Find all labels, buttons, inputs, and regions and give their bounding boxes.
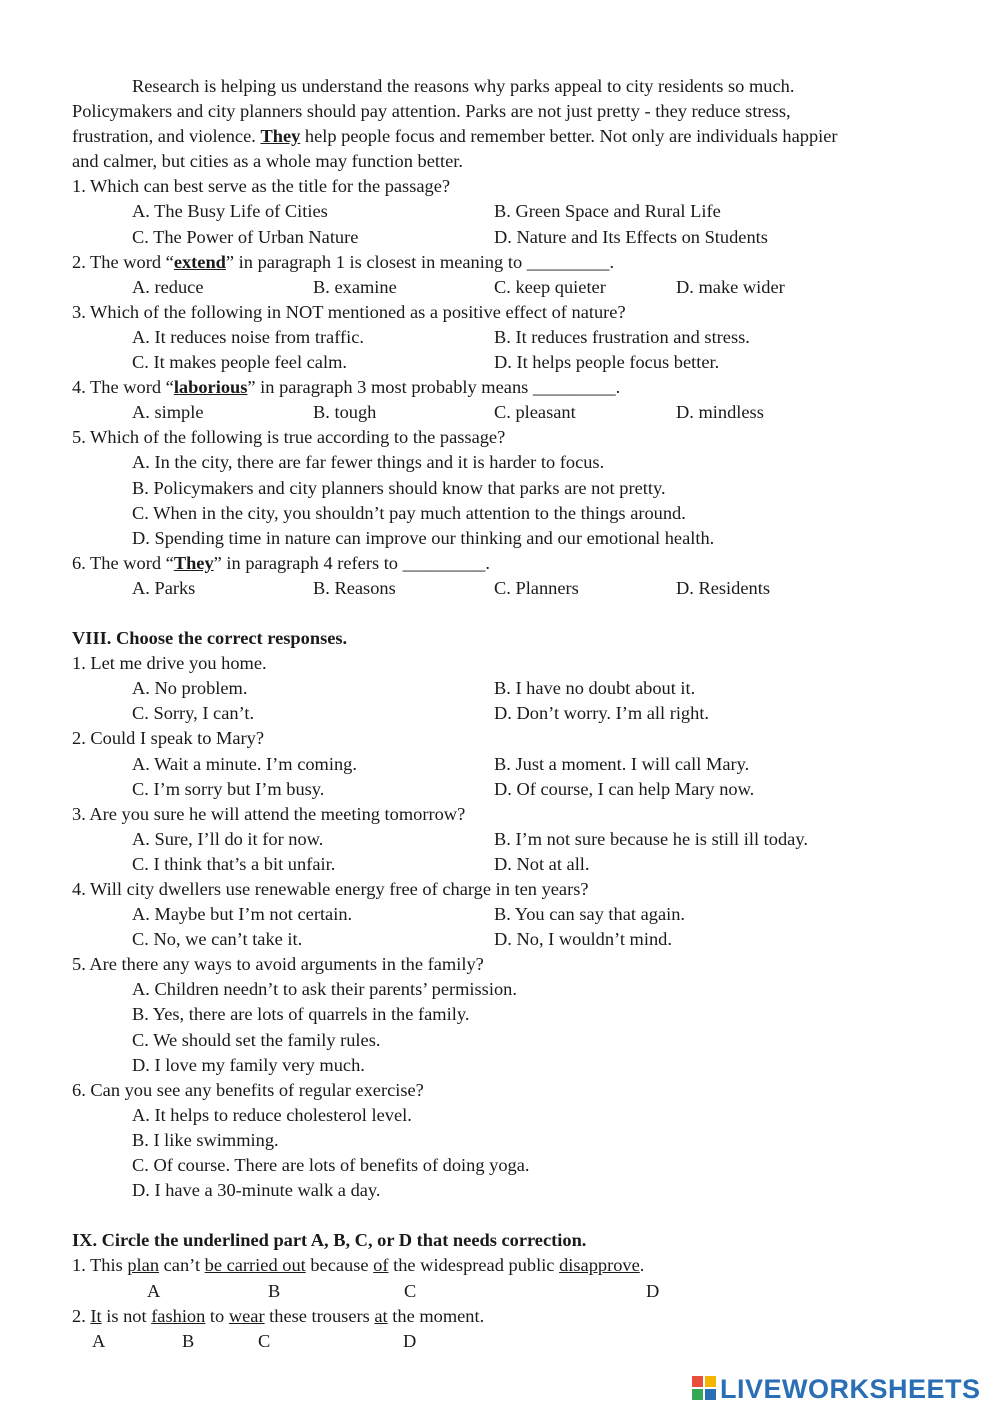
section-heading: VIII. Choose the correct responses. [72, 628, 348, 649]
option-a[interactable]: A. In the city, there are far fewer things and it is harder to focus. [132, 452, 605, 473]
option-c[interactable]: C. We should set the family rules. [132, 1029, 381, 1050]
option-b[interactable]: B. tough [313, 402, 377, 423]
error-sentence: 2. It is not fashion to wear these trousers at the moment. [72, 1305, 485, 1326]
passage-line: and calmer, but cities as a whole may function better. [72, 151, 463, 172]
option-d[interactable]: D. Residents [676, 577, 770, 598]
letter-d: D [646, 1280, 660, 1301]
letter-a: A [92, 1330, 106, 1351]
option-c[interactable]: C. pleasant [494, 402, 576, 423]
option-c[interactable]: C. Planners [494, 577, 579, 598]
option-c[interactable]: C. The Power of Urban Nature [132, 226, 359, 247]
underlined-part-a[interactable]: plan [127, 1255, 160, 1276]
option-a[interactable]: A. simple [132, 402, 204, 423]
option-b[interactable]: B. Policymakers and city planners should know that parks are not pretty. [132, 477, 666, 498]
underlined-part-a[interactable]: It [90, 1305, 102, 1326]
option-d[interactable]: D. I have a 30-minute walk a day. [132, 1180, 381, 1201]
option-c[interactable]: C. I’m sorry but I’m busy. [132, 778, 325, 799]
letter-b: B [268, 1280, 281, 1301]
options-row [72, 350, 932, 375]
question-stem: 6. The word “They” in paragraph 4 refers to _________. [72, 552, 490, 573]
option-d[interactable]: D. Don’t worry. I’m all right. [494, 703, 710, 724]
letter-d: D [403, 1330, 417, 1351]
underlined-part-c[interactable]: of [373, 1255, 389, 1276]
option-b[interactable]: B. Just a moment. I will call Mary. [494, 753, 750, 774]
option-d[interactable]: D. mindless [676, 402, 764, 423]
option-a[interactable]: A. Maybe but I’m not certain. [132, 904, 353, 925]
question-stem: 5. Are there any ways to avoid arguments in the family? [72, 954, 484, 975]
option-c[interactable]: C. It makes people feel calm. [132, 352, 347, 373]
liveworksheets-logo-icon [692, 1376, 718, 1402]
option-a[interactable]: A. It reduces noise from traffic. [132, 326, 365, 347]
option-b[interactable]: B. I have no doubt about it. [494, 678, 696, 699]
logo-square [692, 1376, 703, 1387]
question-stem: 6. Can you see any benefits of regular exercise? [72, 1079, 424, 1100]
option-a[interactable]: A. Parks [132, 577, 196, 598]
option-d[interactable]: D. I love my family very much. [132, 1054, 365, 1075]
underlined-part-b[interactable]: fashion [151, 1305, 206, 1326]
question-stem: 1. Let me drive you home. [72, 653, 267, 674]
option-d[interactable]: D. Spending time in nature can improve our thinking and our emotional health. [132, 527, 715, 548]
options-row [72, 275, 932, 300]
logo-square [705, 1389, 716, 1400]
letter-c: C [258, 1330, 271, 1351]
option-c[interactable]: C. Sorry, I can’t. [132, 703, 255, 724]
question-stem: 5. Which of the following is true according to the passage? [72, 427, 506, 448]
option-b[interactable]: B. examine [313, 276, 397, 297]
options-row [72, 225, 932, 250]
options-row [72, 325, 932, 350]
passage-line: Research is helping us understand the reasons why parks appeal to city residents so much. [132, 76, 795, 96]
passage-line: Policymakers and city planners should pay attention. Parks are not just pretty - they reduce stress, [72, 101, 791, 122]
logo-square [705, 1376, 716, 1387]
question-stem: 2. Could I speak to Mary? [72, 728, 265, 749]
options-row [72, 400, 932, 425]
option-d[interactable]: D. Not at all. [494, 853, 590, 874]
answer-letters [72, 1329, 932, 1354]
letter-b: B [182, 1330, 195, 1351]
underlined-part-d[interactable]: at [374, 1305, 388, 1326]
letter-a: A [147, 1280, 161, 1301]
option-c[interactable]: C. No, we can’t take it. [132, 929, 303, 950]
option-a[interactable]: A. Sure, I’ll do it for now. [132, 828, 324, 849]
option-b[interactable]: B. I’m not sure because he is still ill today. [494, 828, 808, 849]
option-a[interactable]: A. It helps to reduce cholesterol level. [132, 1104, 412, 1125]
options-row [72, 777, 932, 802]
options-row [72, 199, 932, 224]
question-stem: 3. Are you sure he will attend the meeting tomorrow? [72, 803, 466, 824]
options-row [72, 676, 932, 701]
underlined-part-c[interactable]: wear [228, 1305, 265, 1326]
error-sentence: 1. This plan can’t be carried out because of the widespread public disapprove. [72, 1255, 645, 1276]
target-word: extend [173, 251, 226, 272]
letter-c: C [404, 1280, 417, 1301]
underlined-part-b[interactable]: be carried out [204, 1255, 306, 1276]
target-word: laborious [173, 377, 248, 398]
option-b[interactable]: B. I like swimming. [132, 1129, 279, 1150]
option-b[interactable]: B. Green Space and Rural Life [494, 201, 721, 222]
question-stem: 4. Will city dwellers use renewable energy free of charge in ten years? [72, 879, 589, 899]
option-a[interactable]: A. No problem. [132, 678, 248, 699]
options-row [72, 752, 932, 777]
logo-square [692, 1389, 703, 1400]
highlighted-word: They [260, 126, 301, 147]
options-row [72, 852, 932, 877]
option-d[interactable]: D. make wider [676, 276, 785, 297]
option-c[interactable]: C. I think that’s a bit unfair. [132, 853, 336, 874]
options-row [72, 927, 932, 952]
worksheet-page [72, 74, 932, 1354]
passage-line: frustration, and violence. They help people focus and remember better. Not only are individuals happier [72, 126, 838, 147]
question-stem: 2. The word “extend” in paragraph 1 is closest in meaning to _________. [72, 251, 615, 272]
question-stem: 3. Which of the following in NOT mentioned as a positive effect of nature? [72, 301, 626, 322]
liveworksheets-logo [692, 1374, 981, 1404]
question-stem: 4. The word “laborious” in paragraph 3 most probably means _________. [72, 377, 621, 398]
options-row [72, 576, 932, 601]
option-d[interactable]: D. Of course, I can help Mary now. [494, 778, 755, 799]
option-b[interactable]: B. It reduces frustration and stress. [494, 326, 750, 347]
option-d[interactable]: D. Nature and Its Effects on Students [494, 226, 768, 247]
options-row [72, 902, 932, 927]
option-c[interactable]: C. keep quieter [494, 276, 606, 297]
option-a[interactable]: A. Children needn’t to ask their parents’ permission. [132, 979, 517, 1000]
logo-text: LIVEWORKSHEETS [720, 1373, 981, 1404]
target-word: They [173, 552, 214, 573]
section-heading: IX. Circle the underlined part A, B, C, or D that needs correction. [72, 1230, 587, 1251]
options-row [72, 701, 932, 726]
option-c[interactable]: C. Of course. There are lots of benefits of doing yoga. [132, 1155, 530, 1176]
options-row [72, 827, 932, 852]
option-c[interactable]: C. When in the city, you shouldn’t pay much attention to the things around. [132, 502, 686, 523]
answer-letters [72, 1279, 932, 1304]
option-d[interactable]: D. No, I wouldn’t mind. [494, 929, 672, 950]
option-a[interactable]: A. The Busy Life of Cities [132, 201, 328, 222]
option-b[interactable]: B. You can say that again. [494, 904, 686, 925]
question-stem: 1. Which can best serve as the title for the passage? [72, 176, 451, 197]
underlined-part-d[interactable]: disapprove [559, 1255, 640, 1276]
option-d[interactable]: D. It helps people focus better. [494, 352, 720, 373]
option-a[interactable]: A. Wait a minute. I’m coming. [132, 753, 357, 774]
option-b[interactable]: B. Yes, there are lots of quarrels in the family. [132, 1004, 470, 1025]
option-b[interactable]: B. Reasons [313, 577, 396, 598]
option-a[interactable]: A. reduce [132, 276, 204, 297]
